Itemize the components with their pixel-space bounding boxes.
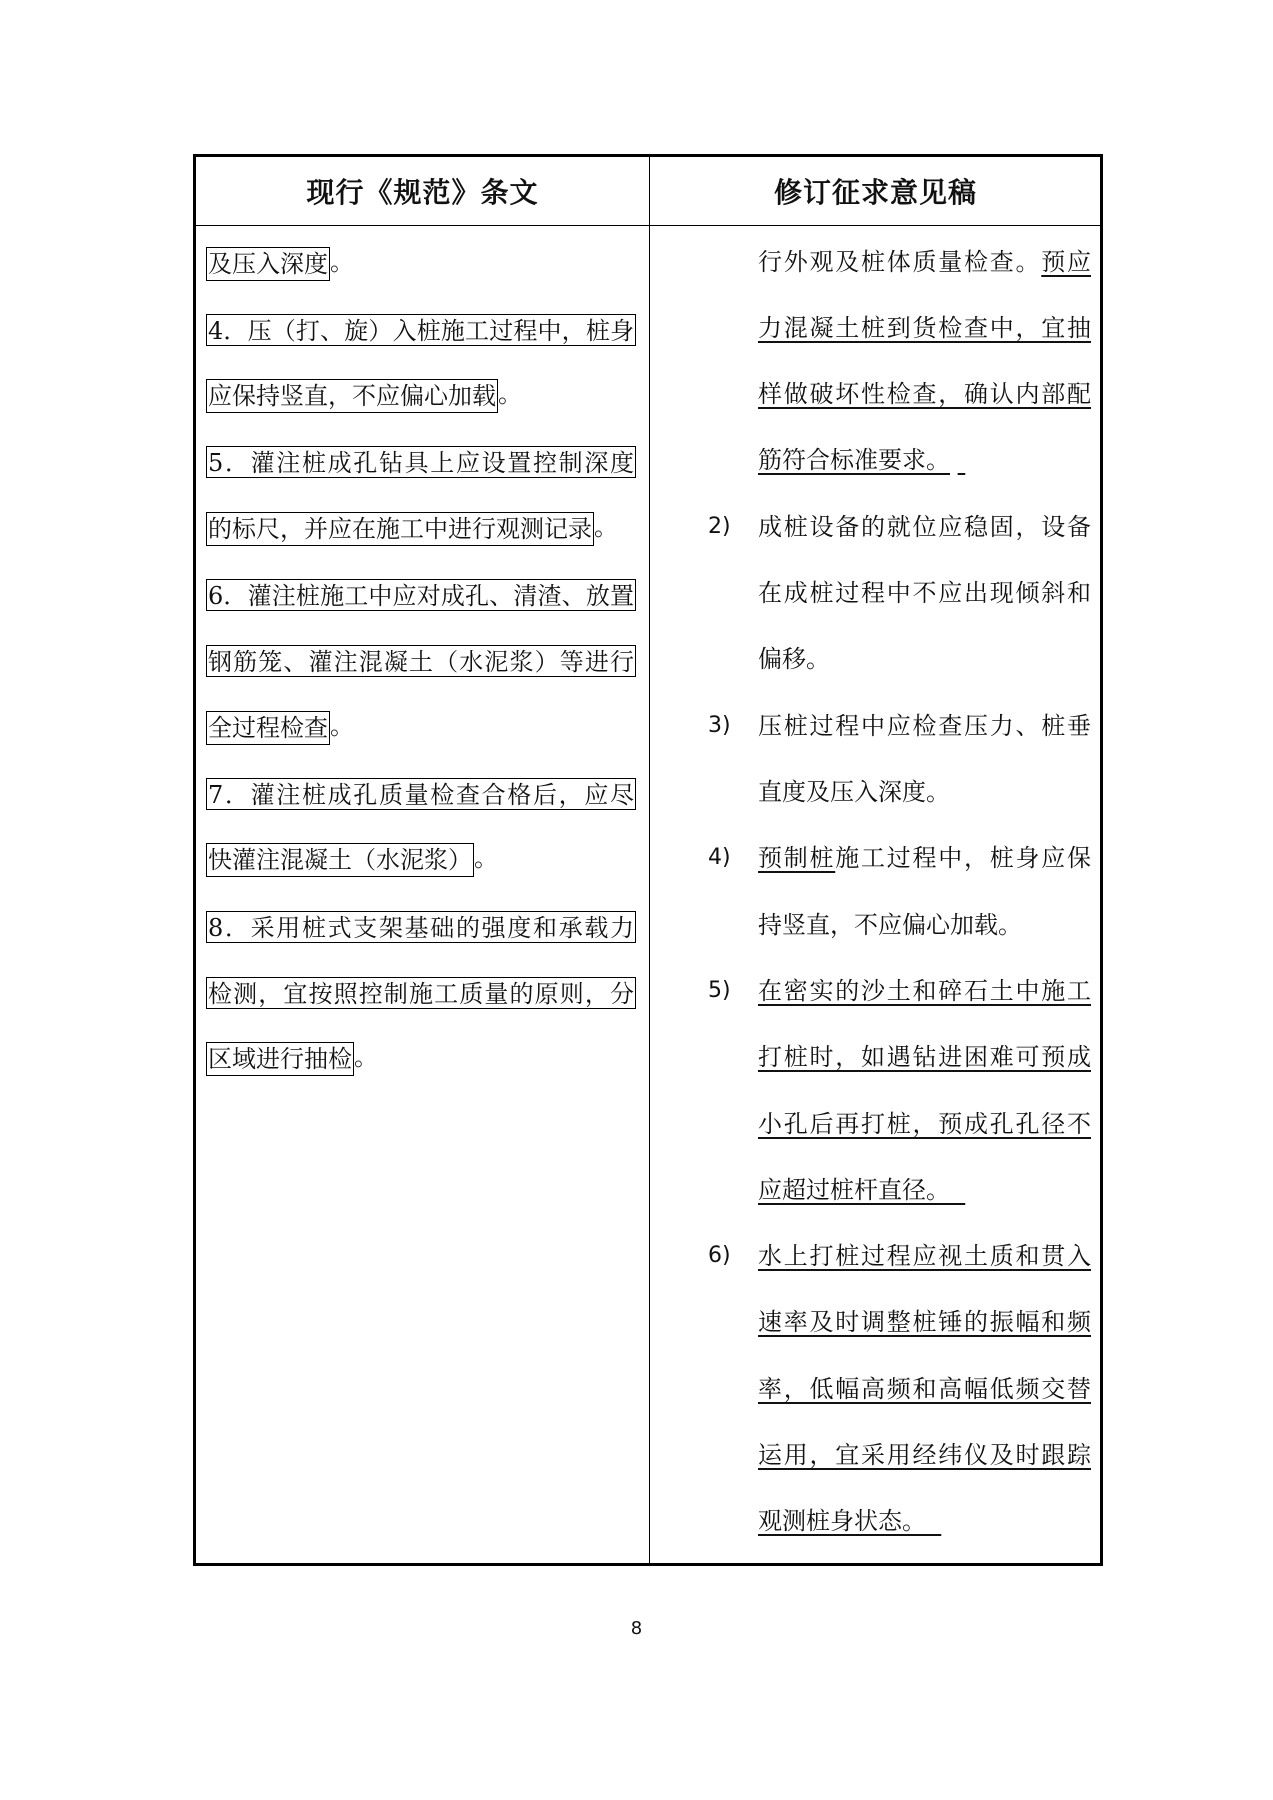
deleted-text: 区域进行抽检 (206, 1042, 354, 1076)
left-line-13: 区域进行抽检。 (206, 1038, 378, 1076)
deleted-text: 4．压（打、旋）入桩施工过程中，桩身 (206, 314, 636, 346)
right-line-9: 直度及压入深度。 (758, 778, 950, 806)
item-number-3: 3) (708, 713, 731, 738)
left-line-6 (206, 574, 636, 612)
added-text: 筋符合标准要求。 (758, 446, 950, 474)
left-line-1: 及压入深度。 (206, 243, 354, 281)
deleted-text: 全过程检查 (206, 711, 330, 745)
left-line-4 (206, 441, 636, 479)
deleted-text: 应保持竖直，不应偏心加载 (206, 379, 498, 413)
left-line-7 (206, 640, 636, 678)
right-line-20 (758, 1502, 1091, 1540)
right-line-19: 运用，宜采用经纬仪及时跟踪 (758, 1441, 1091, 1469)
left-line-12 (206, 972, 636, 1010)
right-line-16: 水上打桩过程应视土质和贯入 (758, 1242, 1091, 1270)
item-number-4: 4) (708, 845, 731, 870)
right-line-3: 样做破坏性检查，确认内部配 (758, 380, 1091, 408)
right-line-17: 速率及时调整桩锤的振幅和频 (758, 1308, 1091, 1336)
right-line-5: 成桩设备的就位应稳固，设备 (758, 513, 1091, 541)
added-text: 预制桩 (758, 844, 836, 872)
right-line-6: 在成桩过程中不应出现倾斜和 (758, 579, 1091, 607)
deleted-text: 5．灌注桩成孔钻具上应设置控制深度 (206, 446, 636, 478)
left-line-10: 快灌注混凝土（水泥浆）。 (206, 839, 498, 877)
deleted-text: 钢筋笼、灌注混凝土（水泥浆）等进行 (206, 645, 636, 677)
added-text: 应超过桩杆直径。 (758, 1176, 950, 1204)
left-line-11 (206, 906, 636, 944)
deleted-text: 检测，宜按照控制施工质量的原则，分 (206, 977, 636, 1009)
deleted-text: 6．灌注桩施工中应对成孔、清渣、放置 (206, 579, 636, 611)
right-line-13: 打桩时，如遇钻进困难可预成 (758, 1043, 1091, 1071)
item-number-2: 2) (708, 514, 731, 539)
column-divider (649, 157, 650, 1563)
right-line-15 (758, 1171, 1091, 1209)
right-line-2: 力混凝土桩到货检查中，宜抽 (758, 314, 1091, 342)
added-text: 观测桩身状态。 (758, 1507, 926, 1535)
right-line-4 (758, 441, 1091, 479)
deleted-text: 及压入深度 (206, 247, 330, 281)
right-line-10: 预制桩施工过程中，桩身应保 (758, 844, 1091, 872)
left-line-5: 的标尺，并应在施工中进行观测记录。 (206, 508, 618, 546)
item-number-5: 5) (708, 978, 731, 1003)
right-line-18: 率，低幅高频和高幅低频交替 (758, 1375, 1091, 1403)
header-current-code: 现行《规范》条文 (306, 176, 539, 209)
left-line-8: 全过程检查。 (206, 707, 354, 745)
header-divider (196, 225, 1100, 226)
right-line-8: 压桩过程中应检查压力、桩垂 (758, 712, 1091, 740)
item-number-6: 6) (708, 1243, 731, 1268)
right-line-1: 行外观及桩体质量检查。预应 (758, 248, 1091, 276)
right-line-11: 持竖直，不应偏心加载。 (758, 911, 1022, 939)
left-line-2 (206, 309, 636, 347)
deleted-text: 的标尺，并应在施工中进行观测记录 (206, 512, 594, 546)
right-line-7: 偏移。 (758, 645, 830, 673)
header-revision-draft: 修订征求意见稿 (773, 176, 977, 209)
left-line-9 (206, 773, 636, 811)
added-text: 预应 (1041, 248, 1091, 276)
deleted-text: 8．采用桩式支架基础的强度和承载力 (206, 911, 636, 943)
right-line-12: 在密实的沙土和碎石土中施工 (758, 977, 1091, 1005)
left-line-3: 应保持竖直，不应偏心加载。 (206, 375, 522, 413)
deleted-text: 快灌注混凝土（水泥浆） (206, 843, 474, 877)
deleted-text: 7．灌注桩成孔质量检查合格后，应尽 (206, 778, 636, 810)
right-line-14: 小孔后再打桩，预成孔孔径不 (758, 1110, 1091, 1138)
page-number: 8 (630, 1618, 643, 1639)
